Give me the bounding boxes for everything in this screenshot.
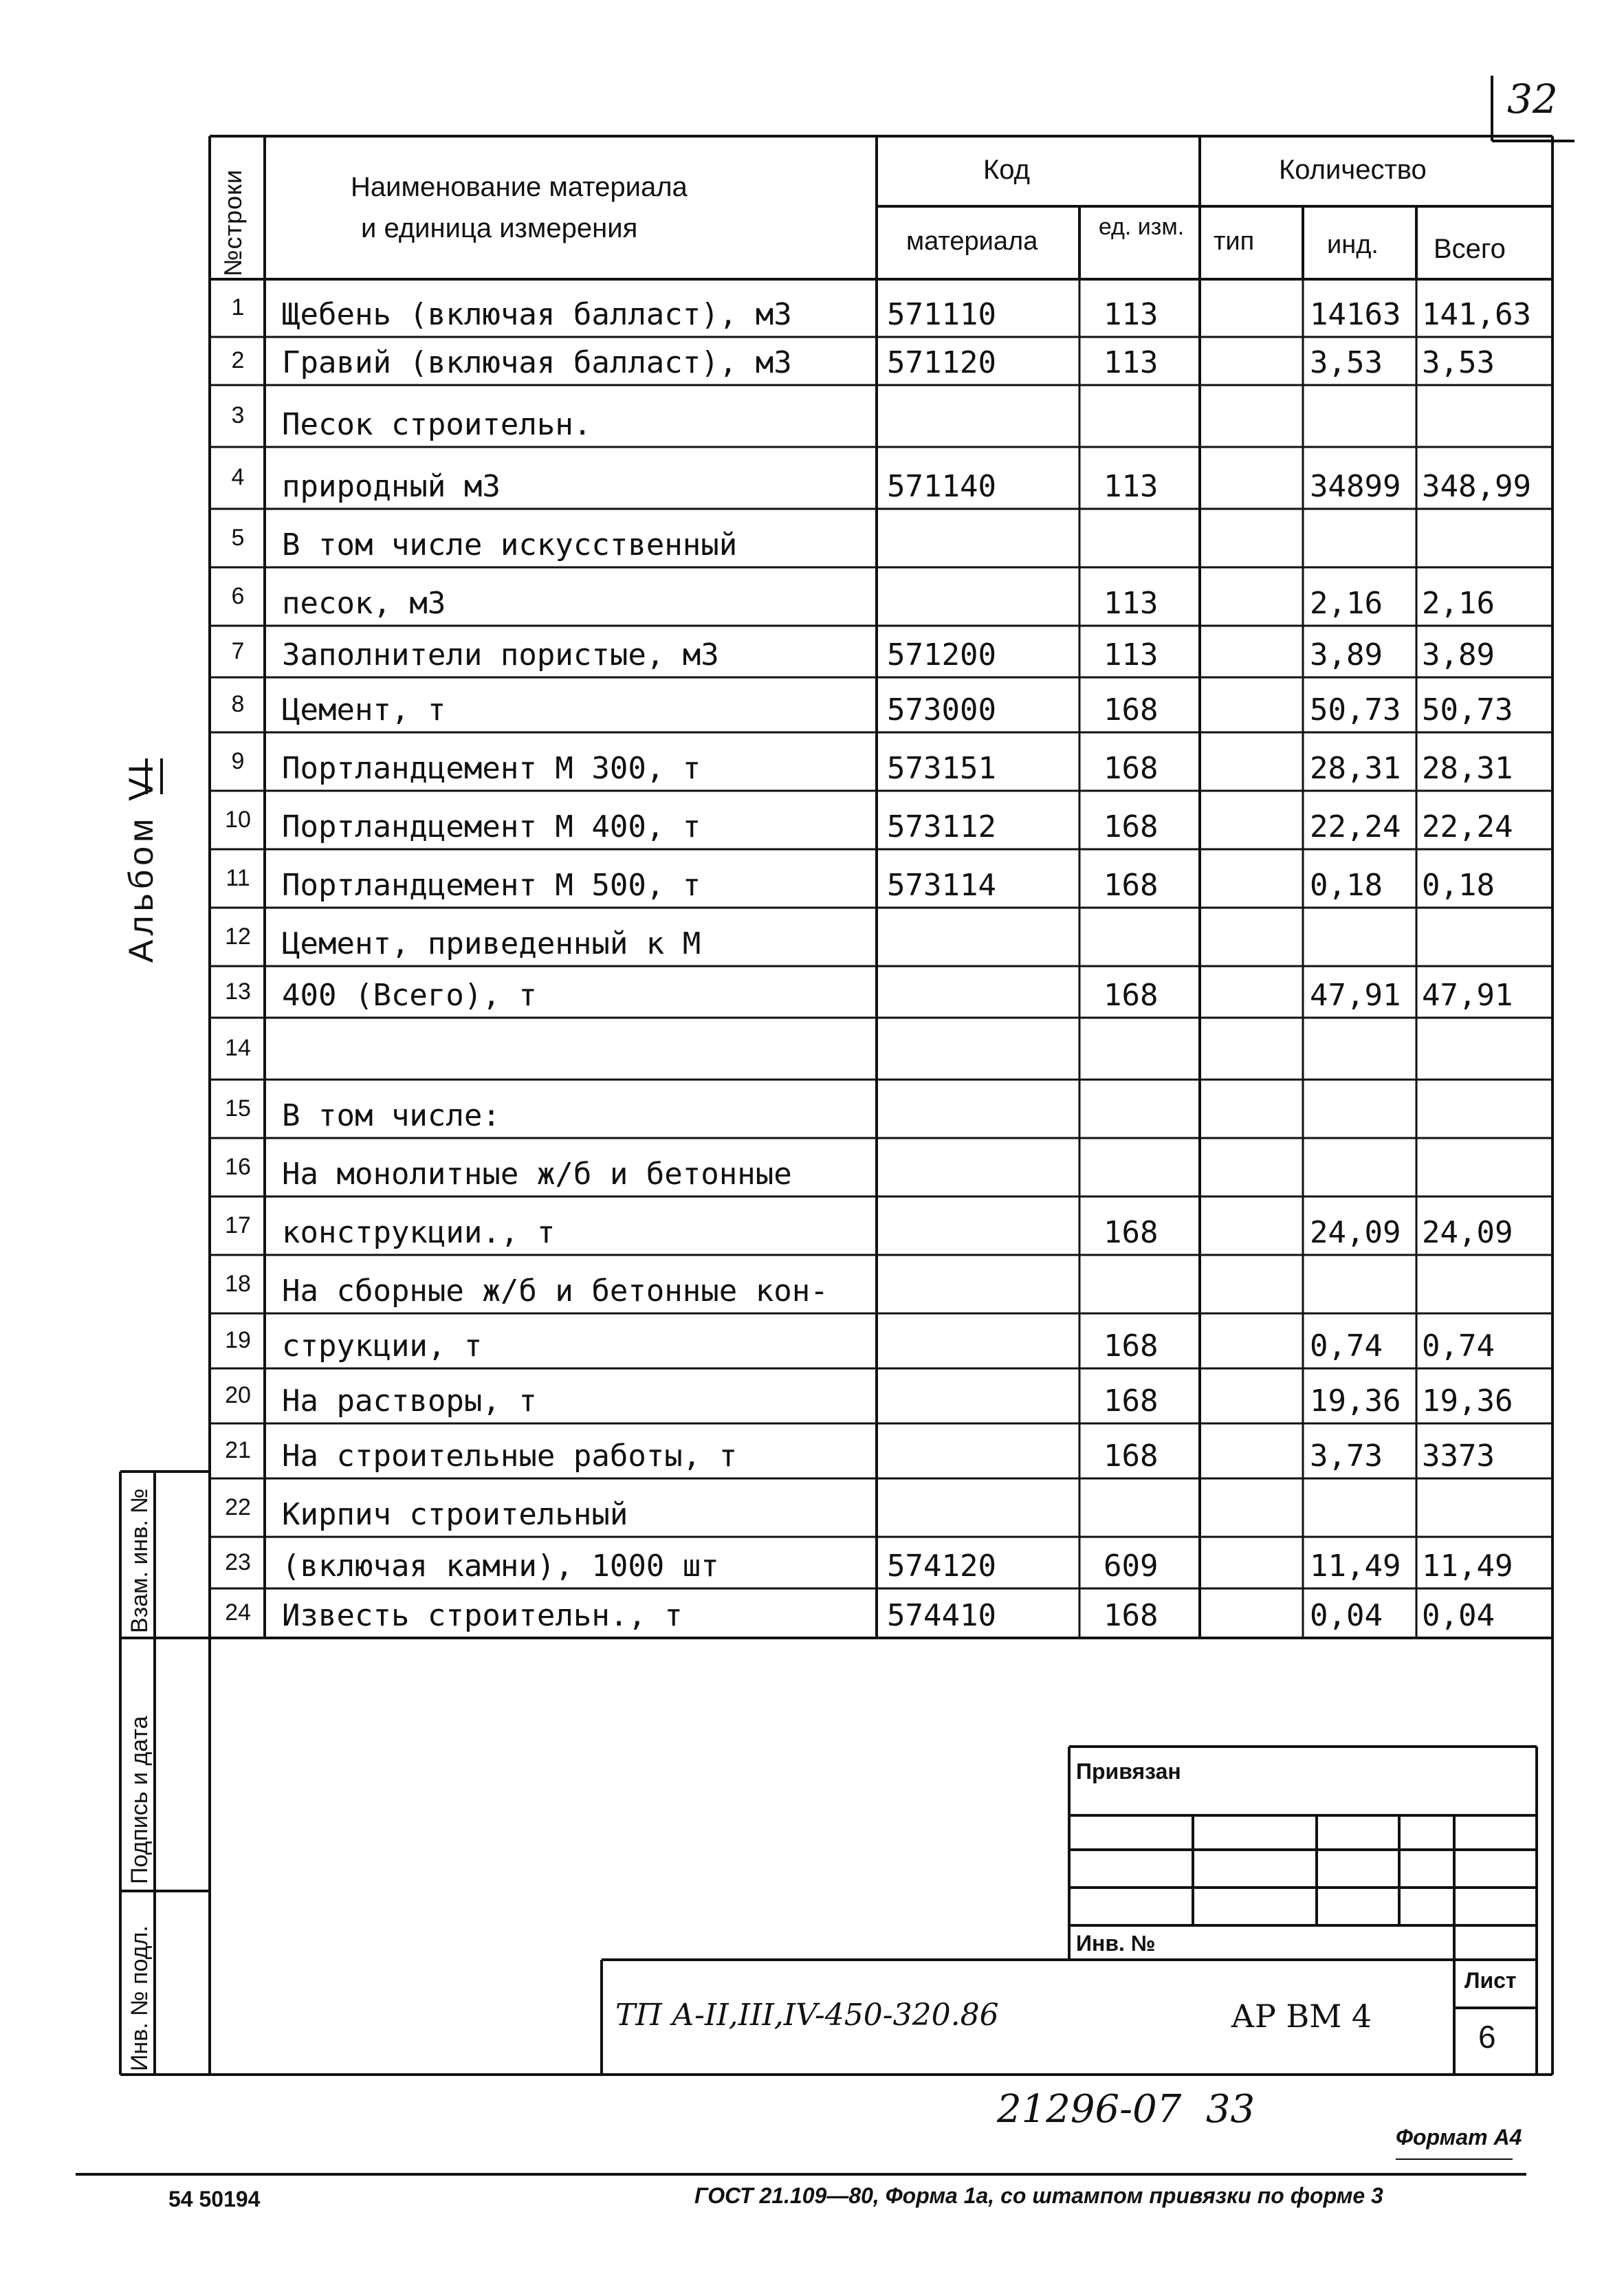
- row-name: 400 (Всего), т: [282, 978, 537, 1013]
- row-unit: 168: [1104, 1439, 1159, 1474]
- row-total: 50,73: [1422, 692, 1513, 728]
- row-code: 573114: [887, 868, 996, 903]
- row-ind: 24,09: [1310, 1215, 1401, 1250]
- footer-format: Формат А4: [1396, 2125, 1522, 2150]
- row-unit: 168: [1104, 978, 1159, 1013]
- row-name: Цемент, т: [282, 692, 446, 728]
- row-unit: 113: [1104, 637, 1159, 673]
- header-qty-group: Количество: [1279, 155, 1427, 185]
- row-code: 573151: [887, 751, 996, 786]
- row-ind: 0,04: [1310, 1598, 1383, 1633]
- row-number: 15: [225, 1095, 251, 1122]
- row-name: На строительные работы, т: [282, 1439, 738, 1474]
- header-qty-type: тип: [1214, 227, 1255, 256]
- row-ind: 0,74: [1310, 1329, 1383, 1364]
- row-name: песок, м3: [282, 586, 446, 621]
- row-number: 11: [226, 864, 250, 891]
- header-name-line2: и единица измерения: [361, 213, 638, 243]
- row-number: 1: [231, 294, 245, 320]
- row-ind: 11,49: [1310, 1549, 1401, 1584]
- row-number: 19: [225, 1327, 251, 1353]
- side-inv-podl: Инв. № подл.: [127, 1925, 153, 2071]
- row-name: Портландцемент М 300, т: [282, 751, 701, 786]
- row-total: 3,53: [1422, 345, 1495, 380]
- header-qty-ind: инд.: [1327, 230, 1379, 259]
- row-total: 19,36: [1422, 1384, 1513, 1419]
- row-number: 12: [225, 923, 251, 950]
- title-inv-no: Инв. №: [1076, 1931, 1156, 1956]
- row-number: 3: [231, 402, 245, 428]
- row-code: 571120: [887, 345, 996, 380]
- row-ind: 2,16: [1310, 586, 1383, 621]
- row-name: На монолитные ж/б и бетонные: [282, 1157, 792, 1192]
- row-ind: 3,53: [1310, 345, 1383, 380]
- row-number: 13: [225, 978, 251, 1005]
- row-ind: 0,18: [1310, 868, 1383, 903]
- row-total: 47,91: [1422, 978, 1513, 1013]
- row-name: Портландцемент М 500, т: [282, 868, 701, 903]
- album-label: Альбом VI: [122, 760, 160, 963]
- row-name: В том числе искусственный: [282, 527, 738, 562]
- row-number: 6: [231, 582, 245, 609]
- row-code: 574410: [887, 1598, 996, 1633]
- row-ind: 3,89: [1310, 637, 1383, 673]
- row-number: 10: [225, 806, 251, 833]
- row-name: Известь строительн., т: [282, 1598, 683, 1633]
- row-number: 22: [225, 1494, 251, 1520]
- row-unit: 609: [1104, 1549, 1159, 1584]
- row-name: Щебень (включая балласт), м3: [282, 297, 792, 332]
- row-unit: 168: [1104, 1598, 1159, 1633]
- row-total: 22,24: [1422, 809, 1513, 844]
- row-unit: 168: [1104, 692, 1159, 728]
- row-total: 0,74: [1422, 1329, 1495, 1364]
- row-unit: 113: [1104, 469, 1159, 504]
- row-ind: 19,36: [1310, 1384, 1401, 1419]
- row-code: 573112: [887, 809, 996, 844]
- row-number: 17: [225, 1212, 251, 1238]
- row-number: 5: [231, 524, 245, 551]
- header-qty-total: Всего: [1434, 234, 1506, 264]
- row-unit: 168: [1104, 809, 1159, 844]
- row-code: 571200: [887, 637, 996, 673]
- row-name: Цемент, приведенный к М: [282, 926, 701, 961]
- row-unit: 113: [1104, 586, 1159, 621]
- row-total: 141,63: [1422, 297, 1531, 332]
- sheet-number: 32: [1507, 76, 1558, 122]
- row-unit: 168: [1104, 1384, 1159, 1419]
- header-code-group: Код: [983, 155, 1031, 185]
- header-code-material: материала: [906, 227, 1038, 256]
- row-name: природный м3: [282, 469, 501, 504]
- header-row-no: №строки: [219, 168, 247, 276]
- row-unit: 168: [1104, 751, 1159, 786]
- row-code: 571110: [887, 297, 996, 332]
- row-total: 2,16: [1422, 586, 1495, 621]
- row-total: 24,09: [1422, 1215, 1513, 1250]
- row-ind: 3,73: [1310, 1439, 1383, 1474]
- title-sheet-label: Лист: [1464, 1968, 1517, 1993]
- row-ind: 28,31: [1310, 751, 1401, 786]
- row-total: 28,31: [1422, 751, 1513, 786]
- row-code: 574120: [887, 1549, 996, 1584]
- row-total: 348,99: [1422, 469, 1531, 504]
- row-number: 9: [231, 747, 245, 774]
- handwritten-number: 21296-07 33: [997, 2087, 1255, 2132]
- title-doc-code: АР ВМ 4: [1231, 1998, 1372, 2035]
- row-name: Гравий (включая балласт), м3: [282, 345, 792, 380]
- row-ind: 34899: [1310, 469, 1401, 504]
- row-name: (включая камни), 1000 шт: [282, 1549, 719, 1584]
- row-name: Портландцемент М 400, т: [282, 809, 701, 844]
- row-number: 21: [225, 1437, 251, 1463]
- row-number: 18: [225, 1270, 251, 1297]
- title-project: ТП А-II,III,IV-450-320.86: [615, 1998, 999, 2033]
- row-unit: 113: [1104, 297, 1159, 332]
- row-name: конструкции., т: [282, 1215, 556, 1250]
- header-name-line1: Наименование материала: [351, 172, 688, 202]
- row-number: 23: [225, 1549, 251, 1575]
- row-number: 16: [225, 1153, 251, 1180]
- row-name: На растворы, т: [282, 1384, 537, 1419]
- row-name: Песок строительн.: [282, 407, 592, 442]
- row-total: 3,89: [1422, 637, 1495, 673]
- row-number: 14: [225, 1035, 251, 1061]
- header-code-unit: ед. изм.: [1098, 214, 1185, 240]
- row-number: 2: [231, 347, 245, 373]
- row-ind: 14163: [1310, 297, 1401, 332]
- row-total: 11,49: [1422, 1549, 1513, 1584]
- row-number: 4: [231, 464, 245, 490]
- row-number: 7: [231, 637, 245, 664]
- row-number: 20: [225, 1382, 251, 1408]
- row-ind: 50,73: [1310, 692, 1401, 728]
- row-unit: 168: [1104, 1215, 1159, 1250]
- row-number: 24: [225, 1599, 251, 1626]
- row-code: 573000: [887, 692, 996, 728]
- row-code: 571140: [887, 469, 996, 504]
- side-sign-date: Подпись и дата: [127, 1716, 153, 1884]
- row-name: струкции, т: [282, 1329, 483, 1364]
- row-name: Заполнители пористые, м3: [282, 637, 719, 673]
- row-total: 3373: [1422, 1439, 1495, 1474]
- row-name: Кирпич строительный: [282, 1497, 628, 1532]
- row-total: 0,18: [1422, 868, 1495, 903]
- row-unit: 168: [1104, 1329, 1159, 1364]
- footer-gost: ГОСТ 21.109—80, Форма 1а, со штампом привязки по форме 3: [694, 2183, 1383, 2208]
- side-vzam-inv: Взам. инв. №: [127, 1488, 153, 1633]
- title-sheet-value: 6: [1478, 2019, 1496, 2055]
- footer-left-code: 54 50194: [168, 2187, 261, 2211]
- row-unit: 168: [1104, 868, 1159, 903]
- row-ind: 22,24: [1310, 809, 1401, 844]
- row-name: В том числе:: [282, 1098, 501, 1133]
- row-unit: 113: [1104, 345, 1159, 380]
- title-privyazan: Привязан: [1076, 1759, 1181, 1784]
- row-total: 0,04: [1422, 1598, 1495, 1633]
- row-ind: 47,91: [1310, 978, 1401, 1013]
- row-name: На сборные ж/б и бетонные кон-: [282, 1273, 829, 1309]
- row-number: 8: [231, 691, 245, 717]
